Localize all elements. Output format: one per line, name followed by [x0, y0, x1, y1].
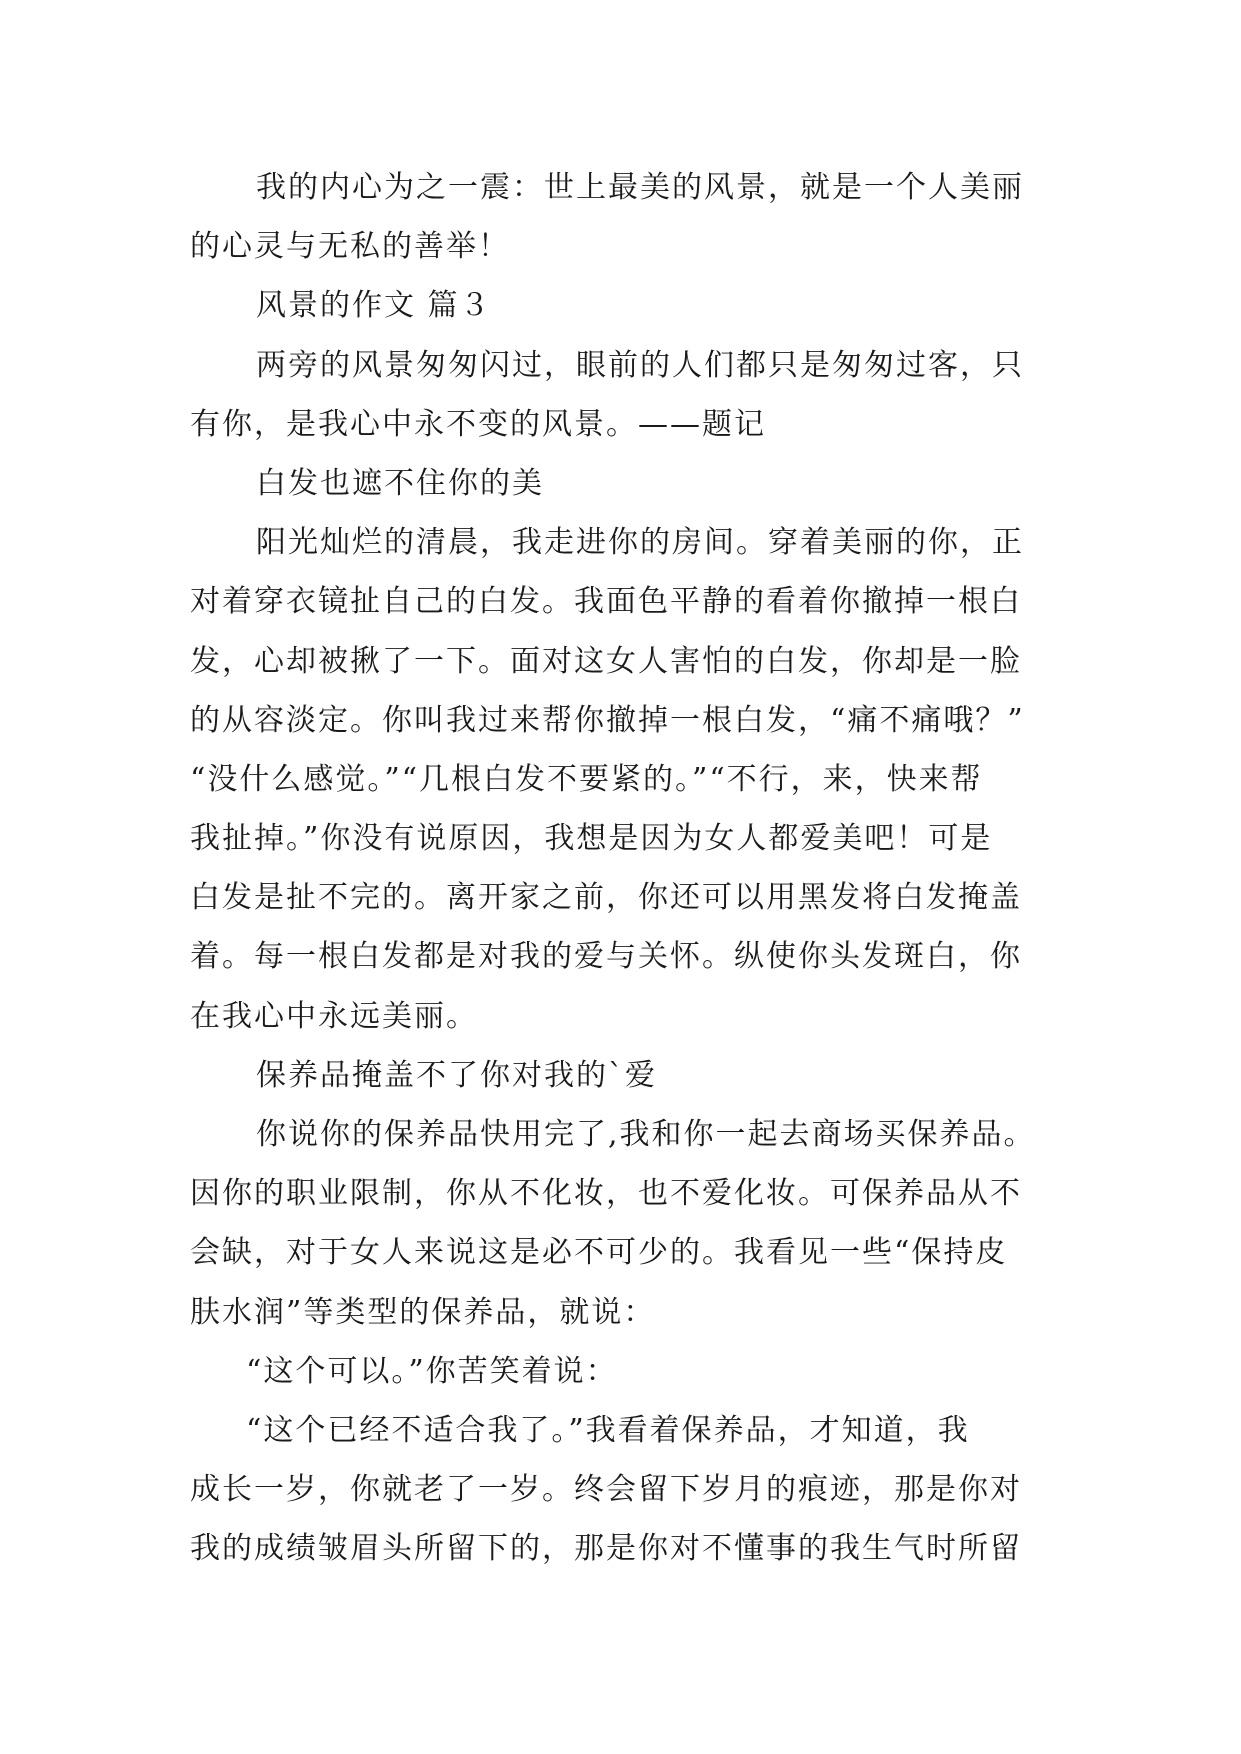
text-line: 的从容淡定。你叫我过来帮你撤掉一根白发，“痛不痛哦？” — [190, 702, 1025, 738]
text-line: “这个已经不适合我了。”我看着保养品，才知道，我 — [246, 1412, 970, 1448]
document-body — [190, 158, 1070, 1579]
text-line: 阳光灿烂的清晨，我走进你的房间。穿着美丽的你，正 — [256, 525, 1024, 561]
text-line: 有你，是我心中永不变的风景。——题记 — [190, 406, 766, 442]
section-heading: 风景的作文 篇３ — [256, 288, 492, 324]
text-line: 两旁的风景匆匆闪过，眼前的人们都只是匆匆过客，只 — [256, 347, 1024, 383]
text-line: 的心灵与无私的善举！ — [190, 229, 510, 265]
text-line: 着。每一根白发都是对我的爱与关怀。纵使你头发斑白，你 — [190, 939, 1022, 975]
text-line: 会缺，对于女人来说这是必不可少的。我看见一些“保持皮 — [190, 1235, 1008, 1271]
text-line: 肤水润”等类型的保养品，就说： — [190, 1294, 656, 1330]
text-line: 因你的职业限制，你从不化妆，也不爱化妆。可保养品从不 — [190, 1176, 1022, 1212]
subheading: 保养品掩盖不了你对我的`爱 — [256, 1057, 657, 1093]
text-line: 对着穿衣镜扯自己的白发。我面色平静的看着你撤掉一根白 — [190, 584, 1022, 620]
text-line: 你说你的保养品快用完了,我和你一起去商场买保养品。 — [256, 1117, 1036, 1152]
text-line: “这个可以。”你苦笑着说： — [246, 1353, 618, 1389]
text-line: 发，心却被揪了一下。面对这女人害怕的白发，你却是一脸 — [190, 643, 1022, 679]
text-line: 成长一岁，你就老了一岁。终会留下岁月的痕迹，那是你对 — [190, 1472, 1022, 1508]
text-line: 我的成绩皱眉头所留下的，那是你对不懂事的我生气时所留 — [190, 1531, 1022, 1567]
text-line: 我扯掉。”你没有说原因，我想是因为女人都爱美吧！可是 — [190, 821, 993, 857]
text-line: 在我心中永远美丽。 — [190, 998, 478, 1034]
text-line: “没什么感觉。”“几根白发不要紧的。”“不行，来，快来帮 — [190, 761, 983, 797]
text-line: 我的内心为之一震：世上最美的风景，就是一个人美丽 — [256, 170, 1024, 205]
text-line: 白发是扯不完的。离开家之前，你还可以用黑发将白发掩盖 — [190, 880, 1022, 916]
subheading: 白发也遮不住你的美 — [256, 465, 544, 501]
